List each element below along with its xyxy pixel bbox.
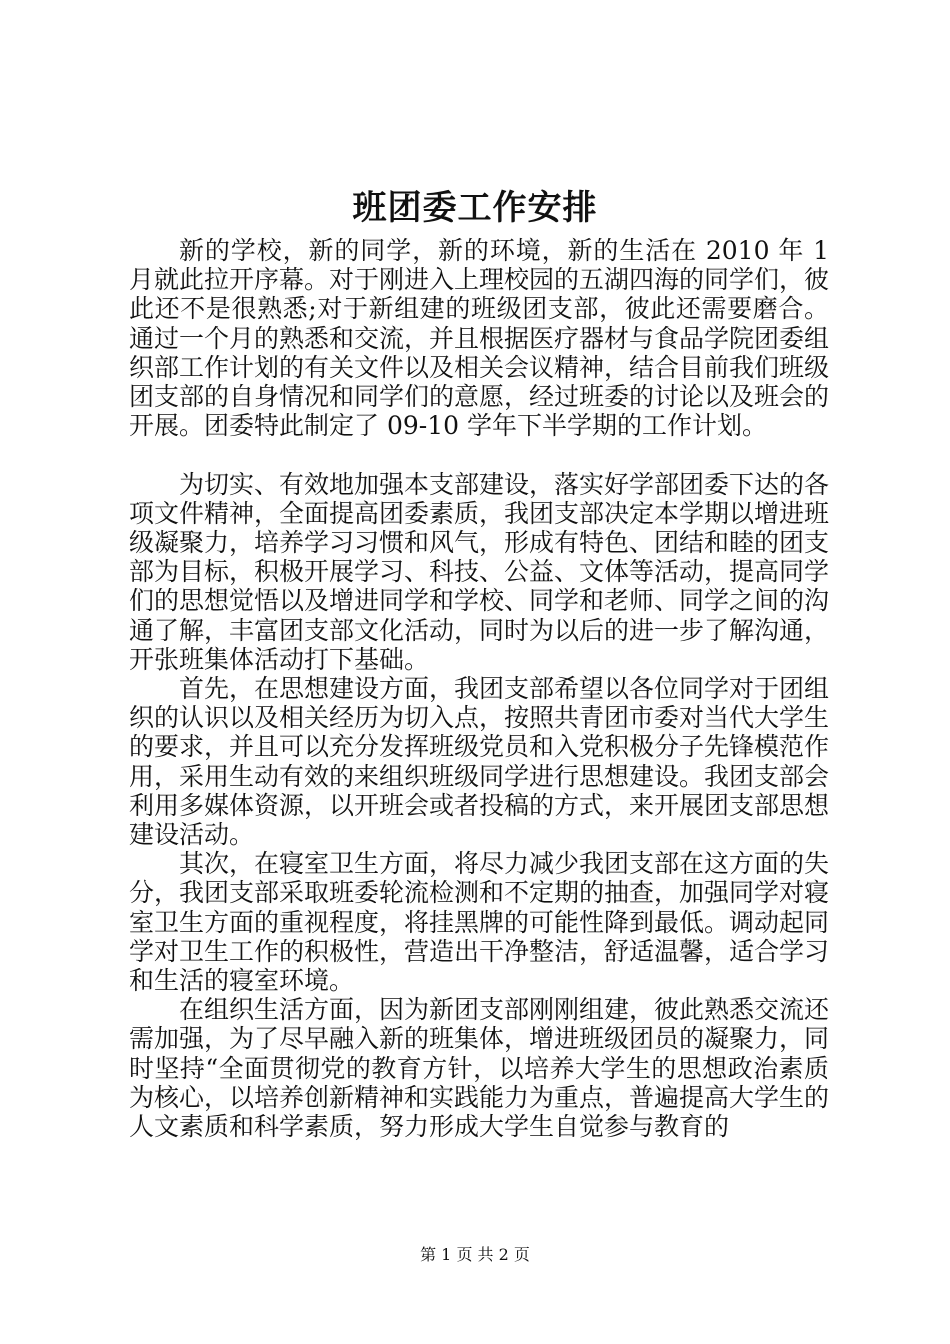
paragraph-organization: 在组织生活方面，因为新团支部刚刚组建，彼此熟悉交流还需加强，为了尽早融入新的班集体，增进班级团员的凝聚力，同时坚持“全面贯彻党的教育方针，以培养大学生的思想政治素质为核心，以培养创新精神和实践能力为重点，普遍提高大学生的人文素质和科学素质，努力形成大学生自觉参与教育的 [129, 995, 830, 1142]
paragraph-ideology: 首先，在思想建设方面，我团支部希望以各位同学对于团组织的认识以及相关经历为切入点，按照共青团市委对当代大学生的要求，并且可以充分发挥班级党员和入党积极分子先锋模范作用，采用生动有效的来组织班级同学进行思想建设。我团支部会利用多媒体资源，以开班会或者投稿的方式，来开展团支部思想建设活动。 [129, 674, 830, 850]
page-number-footer: 第 1 页 共 2 页 [420, 1245, 530, 1264]
paragraph-goals: 为切实、有效地加强本支部建设，落实好学部团委下达的各项文件精神，全面提高团委素质，我团支部决定本学期以增进班级凝聚力，培养学习习惯和风气，形成有特色、团结和睦的团支部为目标，积极开展学习、科技、公益、文体等活动，提高同学们的思想觉悟以及增进同学和学校、同学和老师、同学之间的沟通了解，丰富团支部文化活动，同时为以后的进一步了解沟通，开张班集体活动打下基础。 [129, 469, 830, 674]
paragraph-dormitory: 其次，在寝室卫生方面，将尽力减少我团支部在这方面的失分，我团支部采取班委轮流检测和不定期的抽查，加强同学对寝室卫生方面的重视程度，将挂黑牌的可能性降到最低。调动起同学对卫生工作的积极性，营造出干净整洁，舒适温馨，适合学习和生活的寝室环境。 [129, 849, 830, 996]
paragraph-intro: 新的学校，新的同学，新的环境，新的生活在 2010 年 1 月就此拉开序幕。对于刚进入上理校园的五湖四海的同学们，彼此还不是很熟悉;对于新组建的班级团支部，彼此还需要磨合。通过一个月的熟悉和交流，并且根据医疗器材与食品学院团委组织部工作计划的有关文件以及相关会议精神，结合目前我们班级团支部的自身情况和同学们的意愿，经过班委的讨论以及班会的开展。团委特此制定了 09-10 学年下半学期的工作计划。 [129, 236, 830, 441]
document-title: 班团委工作安排 [352, 188, 598, 228]
document-body [129, 236, 829, 1141]
